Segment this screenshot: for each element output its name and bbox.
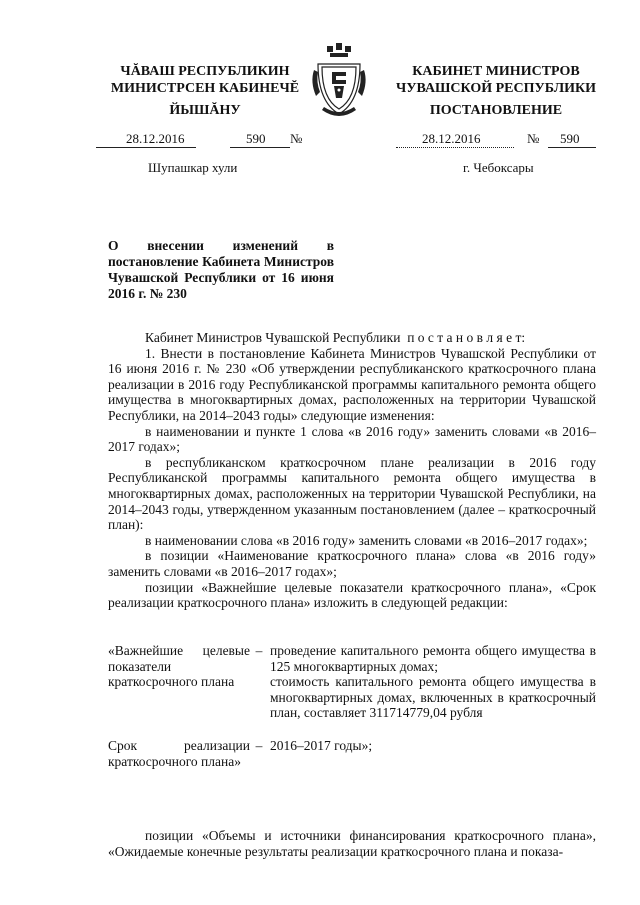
right-number-underline [548,147,596,148]
left-number-sign: № [290,131,303,146]
table-row-dash: – [255,643,263,658]
spaced-word: п о с т а н о в л я е т: [407,330,526,345]
body-paragraph: позиции «Объемы и источники финансирования краткосрочного плана», «Ожидаемые конечные результаты реализации краткосрочного плана и показа- [108,828,596,859]
right-place: г. Чебоксары [463,160,534,175]
table-row-value: проведение капитального ремонта общего имущества в 125 многоквартирных домах; [270,643,596,674]
header-left-org-line: ЧĂВАШ РЕСПУБЛИКИН [120,64,290,79]
table-row-label: Срок реализации краткосрочного плана» [108,738,250,769]
left-place: Шупашкар хули [148,160,238,175]
table-row-values [270,643,596,721]
table-row-value: стоимость капитального ремонта общего имущества в многоквартирных домах, включенных в краткосрочный план, составляет 311714779,04 рубля [270,674,596,721]
header-right-org-line: КАБИНЕТ МИНИСТРОВ [412,64,580,79]
document-subject: О внесении изменений в постановление Кабинета Министров Чувашской Республики от 16 июня 2016 г. № 230 [108,238,334,301]
table-row-values [270,738,596,754]
body-paragraph: в наименовании и пункте 1 слова «в 2016 году» заменить словами «в 2016–2017 годах»; [108,423,596,455]
header-left-doc-type: ЙЫШĂНУ [169,103,241,118]
left-date-underline [96,147,196,148]
right-number-sign: № [527,131,540,146]
left-number-underline [230,147,290,148]
header-right-org [378,63,614,97]
header-left-org [100,63,310,97]
body-paragraph: 1. Внести в постановление Кабинета Министров Чувашской Республики от 16 июня 2016 г. № 230 «Об утверждении республиканского краткосрочного плана реализации в 2016 году Республиканской программы капитального ремонта общего имущества в многоквартирных домах, расположенных на территории Чувашской Республики, на 2014–2043 годы» следующие изменения: [108,345,596,423]
body-paragraph: в республиканском краткосрочном плане реализации в 2016 году Республиканской программы капитального ремонта общего имущества в многоквартирных домах, расположенных на территории Чувашской Республики, на 2014–2043 годы, утвержденном указанным постановлением (далее – краткосрочный план): [108,454,596,533]
left-number: 590 [246,131,266,146]
right-date: 28.12.2016 [422,131,481,146]
table-row-value: 2016–2017 годы»; [270,738,373,753]
table-row-label: «Важнейшие целевые показатели краткосрочного плана [108,643,250,690]
right-number: 590 [560,131,580,146]
header-left-org-line: МИНИСТРСЕН КАБИНЕЧĔ [110,81,300,96]
chuvash-coat-of-arms-icon [308,40,370,122]
document-body-bottom [108,828,596,859]
body-paragraph: позиции «Важнейшие целевые показатели краткосрочного плана», «Срок реализации краткосрочного плана» изложить в следующей редакции: [108,579,596,611]
table-row-dash: – [255,738,263,753]
right-date-underline [396,147,514,148]
left-date: 28.12.2016 [126,131,185,146]
body-paragraph: в наименовании слова «в 2016 году» заменить словами «в 2016–2017 годах»; [145,532,588,548]
header-right-org-line: ЧУВАШСКОЙ РЕСПУБЛИКИ [395,81,597,96]
body-paragraph: в позиции «Наименование краткосрочного плана» слова «в 2016 году» заменить словами «в 2016–2017 годах»; [108,548,596,579]
body-paragraph: Кабинет Министров Чувашской Республики п о с т а н о в л я е т: [145,330,526,345]
document-body-top [108,330,596,611]
header-right-doc-type: ПОСТАНОВЛЕНИЕ [429,103,563,118]
